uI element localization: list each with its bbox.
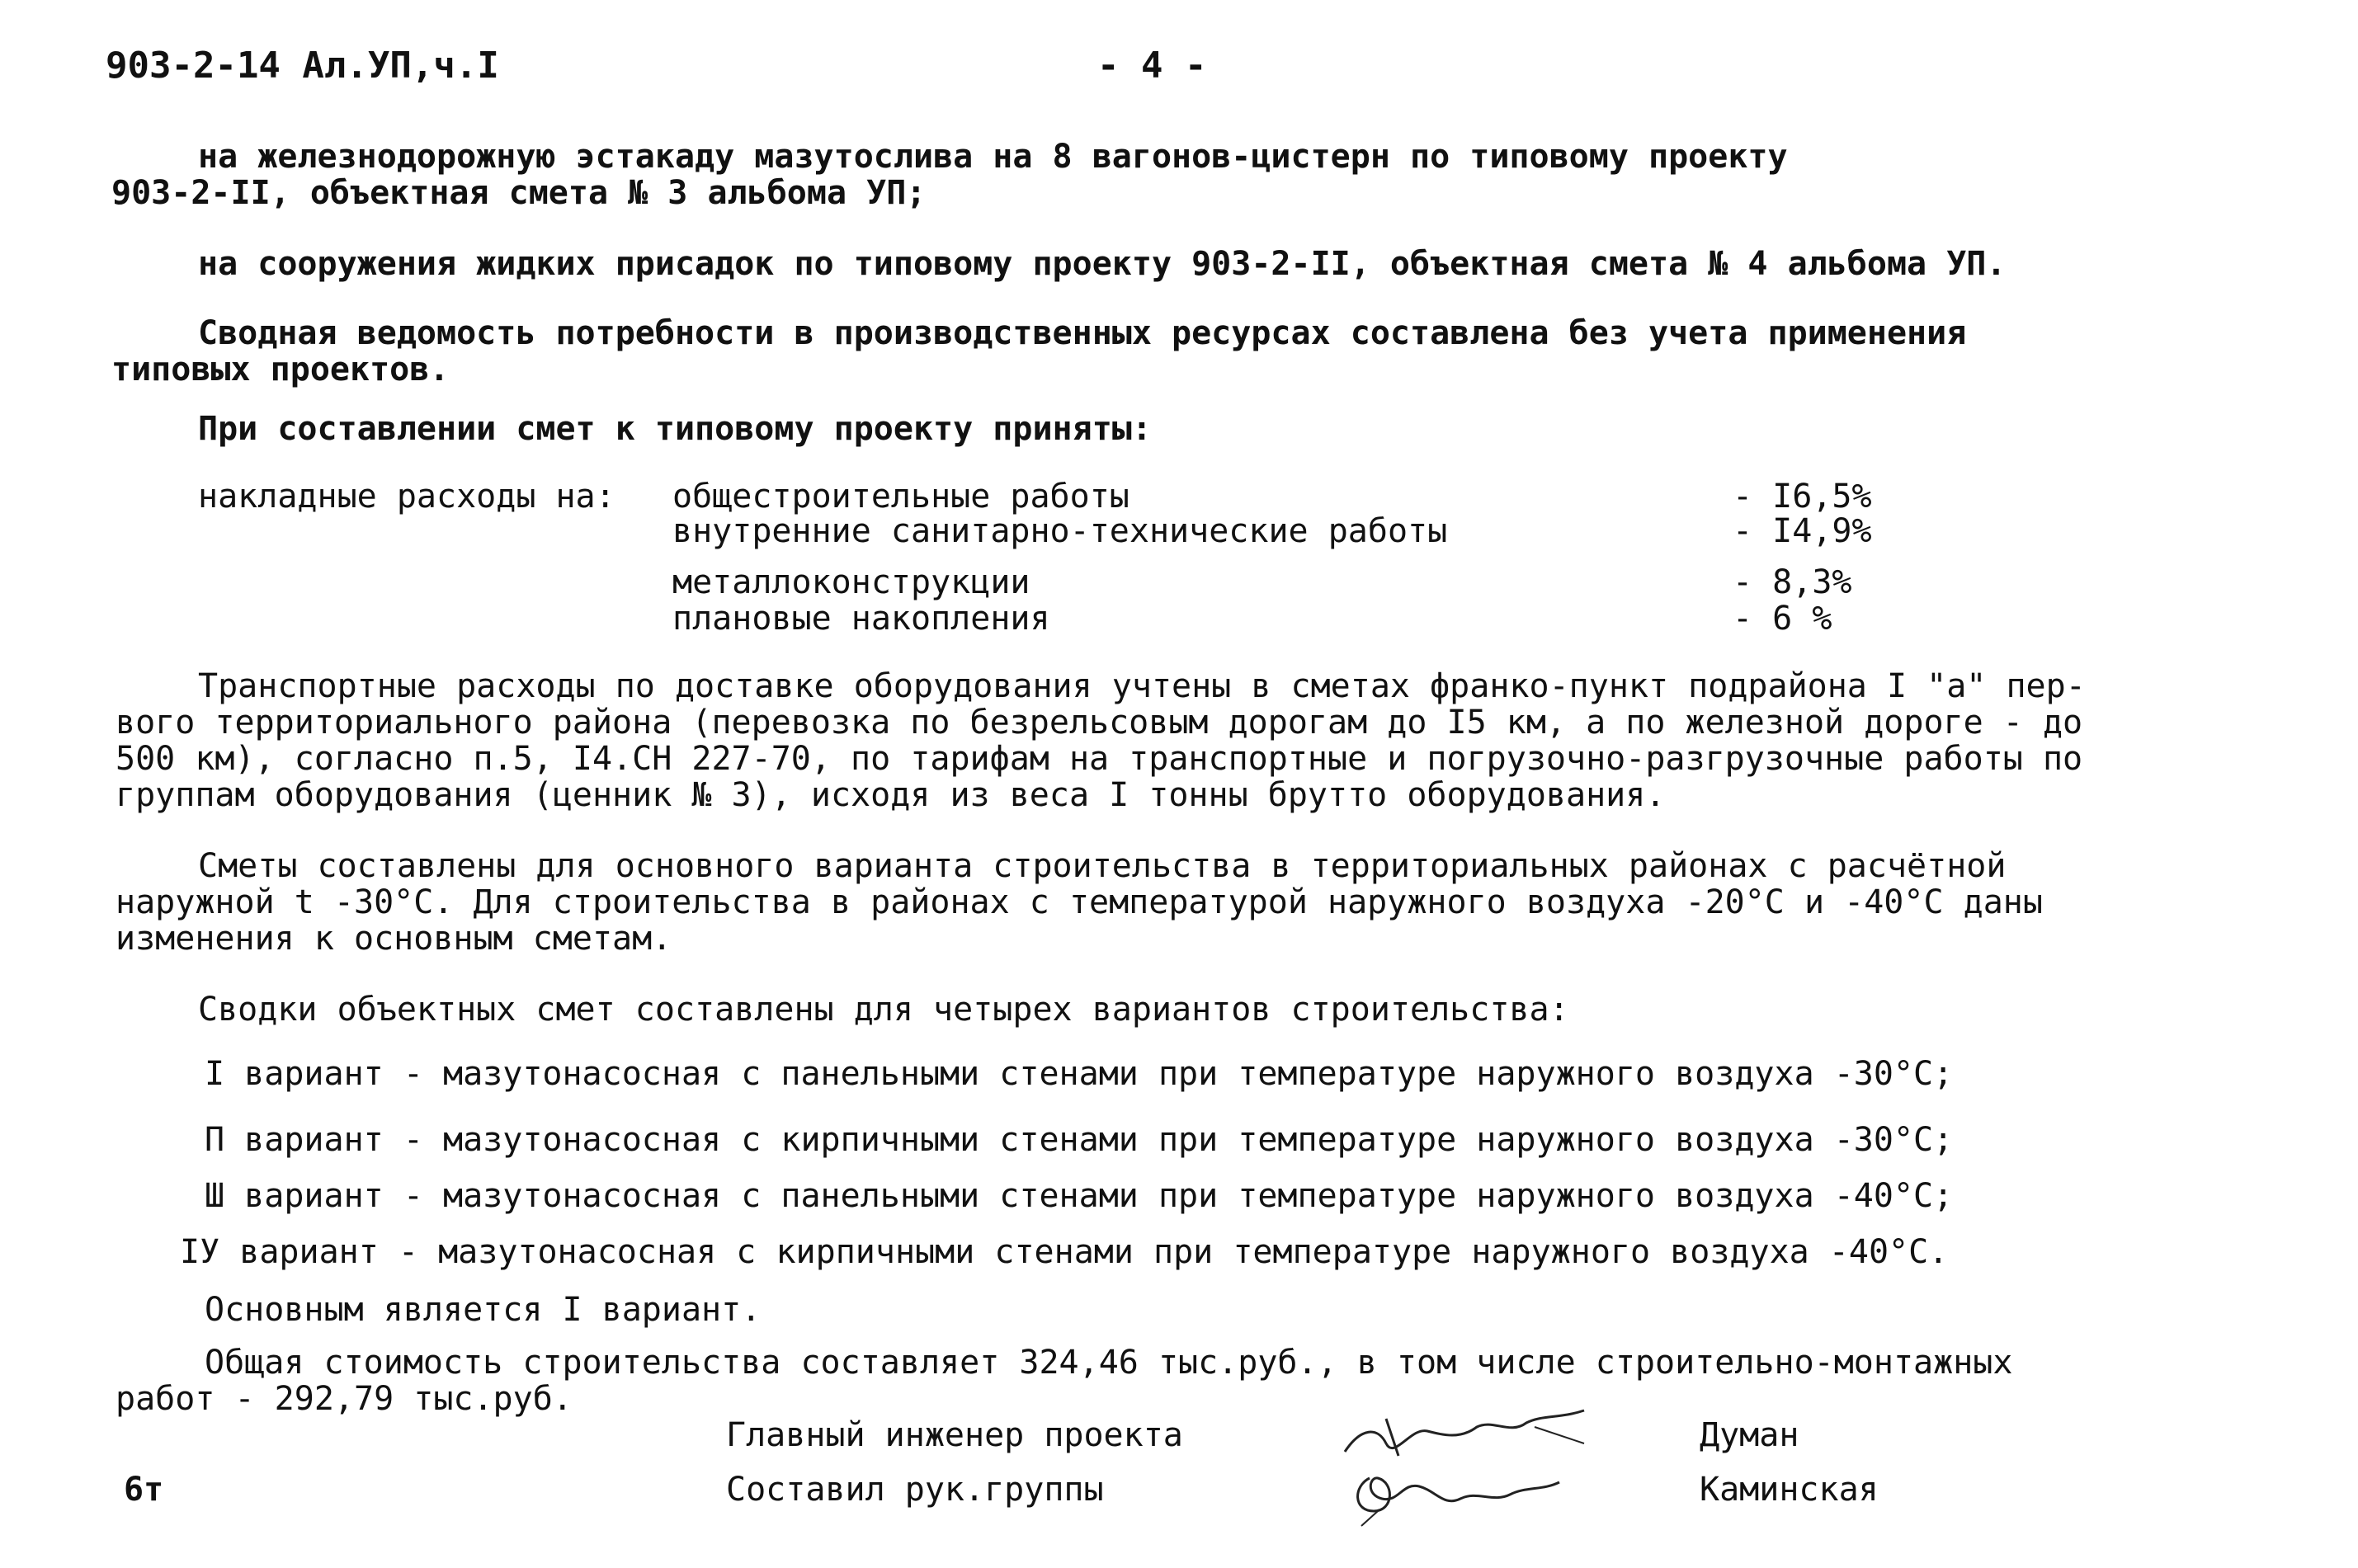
paragraph-line: наружной t -30°С. Для строительства в районах с температурой наружного воздуха -20°С и -40°С даны	[116, 883, 2043, 921]
paragraph-line: Сметы составлены для основного варианта строительства в территориальных районах с расчётной	[198, 847, 2007, 885]
document-code: 903-2-14 Ал.УП,ч.I	[106, 45, 499, 87]
main-variant-note: Основным является I вариант.	[205, 1291, 762, 1329]
signature-scribble-1	[1337, 1394, 1617, 1468]
paragraph-line: группам оборудования (ценник № 3), исходя из веса I тонны брутто оборудования.	[116, 776, 1666, 814]
signature-title: Составил рук.группы	[726, 1471, 1104, 1509]
variant-item: IУ вариант - мазутонасосная с кирпичными стенами при температуре наружного воздуха -40°С.	[180, 1233, 1949, 1271]
variant-item: I вариант - мазутонасосная с панельными стенами при температуре наружного воздуха -30°С;	[205, 1055, 1954, 1093]
overhead-item-name: плановые накопления	[672, 600, 1050, 638]
paragraph-line: Транспортные расходы по доставке оборудования учтены в сметах франко-пункт подрайона I "а" пер-	[198, 667, 2086, 705]
overheads-label: накладные расходы на:	[198, 478, 615, 516]
paragraph-line: Общая стоимость строительства составляет 324,46 тыс.руб., в том числе строительно-монтажных	[205, 1344, 2013, 1382]
paragraph-line: изменения к основным сметам.	[116, 920, 672, 958]
page-number: - 4 -	[1097, 45, 1207, 87]
overhead-item-value: - I6,5%	[1733, 478, 1872, 516]
overhead-item-name: общестроительные работы	[672, 478, 1129, 516]
paragraph-line: на железнодорожную эстакаду мазутослива на 8 вагонов-цистерн по типовому проекту	[198, 138, 1788, 176]
variant-item: П вариант - мазутонасосная с кирпичными стенами при температуре наружного воздуха -30°С;	[205, 1121, 1954, 1159]
overhead-item-value: - 6 %	[1733, 600, 1832, 638]
variant-item: Ш вариант - мазутонасосная с панельными стенами при температуре наружного воздуха -40°С;	[205, 1177, 1954, 1215]
paragraph-line: вого территориального района (перевозка по безрельсовым дорогам до I5 км, а по железной дороге - до	[116, 704, 2083, 742]
signature-name: Думан	[1700, 1416, 1799, 1454]
overhead-item-value: - 8,3%	[1733, 563, 1852, 601]
overhead-item-name: металлоконструкции	[672, 563, 1030, 601]
paragraph-line: на сооружения жидких присадок по типовому проекту 903-2-II, объектная смета № 4 альбома УП.	[198, 245, 2007, 283]
signature-name: Каминская	[1700, 1471, 1879, 1509]
paragraph-line: работ - 292,79 тыс.руб.	[116, 1380, 573, 1418]
paragraph-line: 903-2-II, объектная смета № 3 альбома УП;	[111, 174, 927, 212]
overhead-item-name: внутренние санитарно-технические работы	[672, 512, 1448, 550]
signature-scribble-2	[1345, 1462, 1592, 1528]
paragraph-line: Сводная ведомость потребности в производственных ресурсах составлена без учета применения	[198, 314, 1967, 352]
variants-intro: Сводки объектных смет составлены для четырех вариантов строительства:	[198, 991, 1569, 1029]
footer-mark: 6т	[124, 1471, 164, 1509]
overhead-item-value: - I4,9%	[1733, 512, 1872, 550]
signature-title: Главный инженер проекта	[726, 1416, 1183, 1454]
paragraph-line: 500 км), согласно п.5, I4.СН 227-70, по тарифам на транспортные и погрузочно-разгрузочные работы по	[116, 740, 2083, 778]
paragraph-line: типовых проектов.	[111, 351, 450, 388]
paragraph-line: При составлении смет к типовому проекту приняты:	[198, 410, 1152, 448]
